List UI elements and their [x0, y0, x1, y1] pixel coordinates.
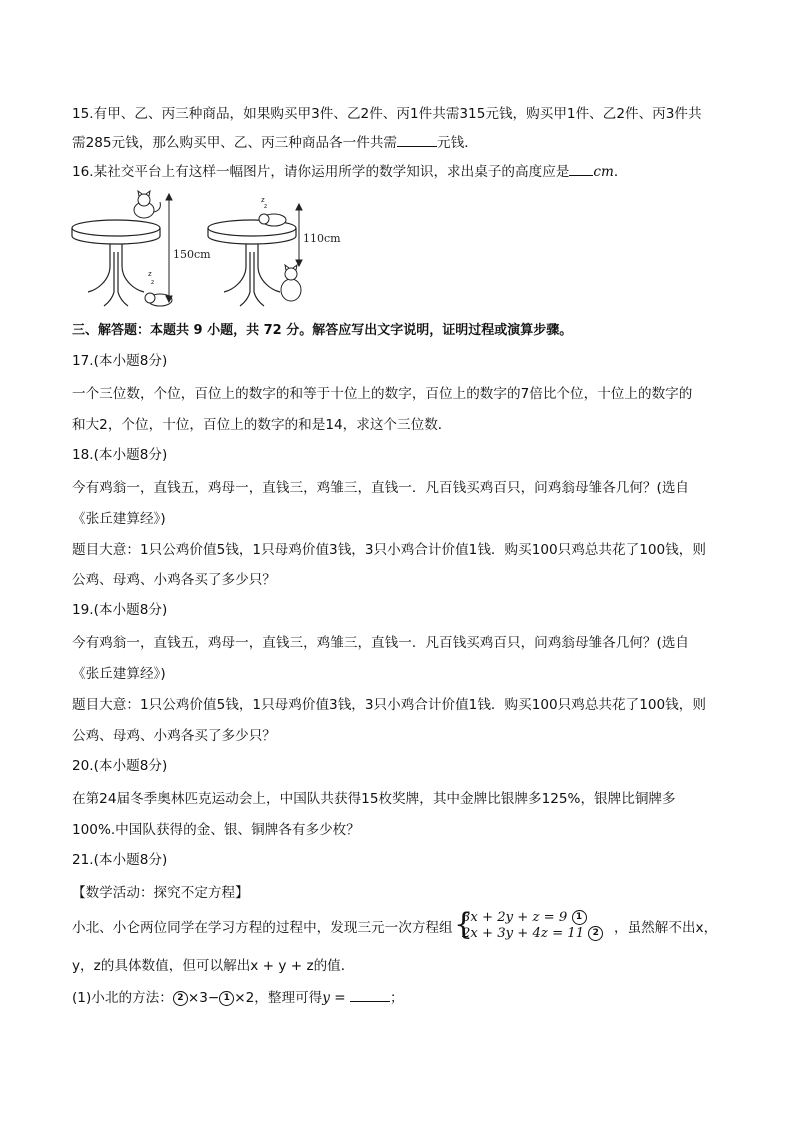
- left-cat-standing: [134, 191, 160, 218]
- q16-text: 16.某社交平台上有这样一幅图片，请你运用所学的数学知识，求出桌子的高度应是: [72, 164, 570, 180]
- answer-blank: [569, 162, 593, 176]
- svg-text:z: z: [261, 196, 265, 204]
- circle-mark-2: 2: [588, 926, 603, 941]
- q18-head: 18.(本小题8分): [72, 447, 168, 463]
- q20-line-1: 在第24届冬季奥林匹克运动会上，中国队共获得15枚奖牌，其中金牌比银牌多125%，银牌比铜牌多: [72, 791, 676, 807]
- q19-line-1: 今有鸡翁一，直钱五，鸡母一，直钱三，鸡雏三，直钱一．凡百钱买鸡百只，问鸡翁母雏各几何？(选自: [72, 635, 690, 651]
- q18-line-3: 题目大意：1只公鸡价值5钱，1只母鸡价值3钱，3只小鸡合计价值1钱．购买100只鸡总共花了100钱，则: [72, 542, 706, 558]
- equation-1: [462, 910, 603, 926]
- q16-line-1: [72, 162, 628, 182]
- right-cat-sleeping: [259, 196, 286, 226]
- q16-unit: cm: [593, 164, 614, 180]
- left-table: [72, 220, 160, 306]
- right-height-label: 110cm: [303, 232, 341, 245]
- svg-text:z: z: [148, 270, 152, 278]
- equation-2-text: 2x + 3y + 4z = 11: [462, 926, 585, 941]
- q15-line-2-text: 需285元钱，那么购买甲、乙、丙三种商品各一件共需: [72, 135, 398, 151]
- q21-line-1-end: ，虽然解不出x，: [614, 920, 718, 936]
- q16-end: ．: [613, 164, 628, 180]
- q19-head: 19.(本小题8分): [72, 602, 168, 618]
- q17-line-1: 一个三位数，个位，百位上的数字的和等于十位上的数字，百位上的数字的7倍比个位，十位上的数字的: [72, 386, 693, 402]
- table-cat-figure: [66, 192, 341, 316]
- q21-part-1-op: ×3−: [187, 990, 220, 1006]
- q19-line-4: 公鸡、母鸡、小鸡各买了多少只？: [72, 728, 276, 744]
- q20-line-2: 100%.中国队获得的金、银、铜牌各有多少枚？: [72, 822, 360, 838]
- circle-mark-1-inline: 1: [219, 991, 234, 1006]
- q18-line-2: 《张丘建算经》): [72, 511, 166, 527]
- right-arrow: [296, 204, 302, 266]
- q21-line-2: y，z的具体数值，但可以解出x + y + z的值．: [72, 958, 355, 974]
- right-cat-standing: [281, 265, 301, 301]
- q15-line-2: [72, 133, 478, 153]
- q15-line-2-end: 元钱．: [437, 135, 478, 151]
- svg-text:z: z: [151, 279, 155, 286]
- circle-mark-1: 1: [572, 910, 587, 925]
- equation-1-text: 3x + 2y + z = 9: [462, 910, 568, 925]
- q21-head: 21.(本小题8分): [72, 852, 168, 868]
- equation-2: [462, 926, 603, 942]
- q21-part-1-var: y =: [322, 990, 346, 1006]
- q20-head: 20.(本小题8分): [72, 758, 168, 774]
- svg-text:z: z: [264, 203, 268, 210]
- q21-line-1: [72, 918, 453, 938]
- q19-line-3: 题目大意：1只公鸡价值5钱，1只母鸡价值3钱，3只小鸡合计价值1钱．购买100只鸡总共花了100钱，则: [72, 697, 706, 713]
- q18-line-1: 今有鸡翁一，直钱五，鸡母一，直钱三，鸡雏三，直钱一．凡百钱买鸡百只，问鸡翁母雏各几何？(选自: [72, 480, 690, 496]
- q18-line-4: 公鸡、母鸡、小鸡各买了多少只？: [72, 572, 276, 588]
- left-arrow: [166, 194, 172, 302]
- circle-mark-2-inline: 2: [173, 991, 188, 1006]
- q21-part-1-end: ；: [390, 990, 404, 1006]
- section-3-heading: 三、解答题：本题共 9 小题，共 72 分。解答应写出文字说明，证明过程或演算步骤。: [72, 323, 573, 338]
- q17-head: 17.(本小题8分): [72, 353, 168, 369]
- q17-line-2: 和大2，个位，十位，百位上的数字的和是14，求这个三位数．: [72, 417, 452, 433]
- q15-line-1: 15.有甲、乙、丙三种商品，如果购买甲3件、乙2件、丙1件共需315元钱，购买甲1件、乙2件、丙3件共: [72, 106, 702, 122]
- equation-system: [454, 907, 603, 942]
- q19-line-2: 《张丘建算经》): [72, 666, 166, 682]
- brace: {: [454, 907, 474, 942]
- answer-blank: [397, 133, 437, 147]
- q21-line-1-text: 小北、小仑两位同学在学习方程的过程中，发现三元一次方程组: [72, 920, 453, 936]
- q21-activity-heading: 【数学活动：探究不定方程】: [72, 885, 249, 901]
- left-height-label: 150cm: [173, 248, 211, 261]
- answer-blank: [350, 988, 390, 1002]
- q21-part-1: [72, 988, 404, 1008]
- q21-part-1-op2: ×2，整理可得: [234, 990, 323, 1006]
- q21-part-1-label: (1)小北的方法：: [72, 990, 173, 1006]
